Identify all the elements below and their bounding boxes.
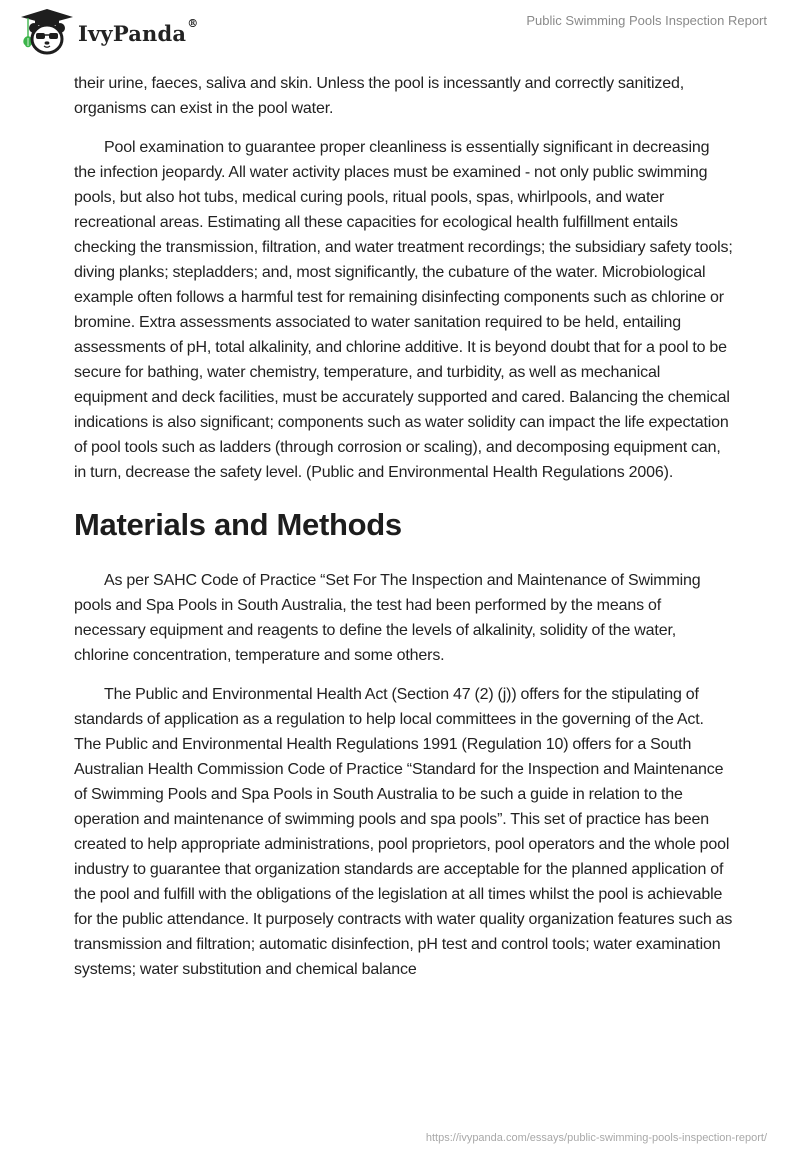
essay-body (74, 71, 734, 996)
source-url-link[interactable]: https://ivypanda.com/essays/public-swimming-pools-inspection-report/ (425, 1132, 767, 1144)
paragraph-health-act: The Public and Environmental Health Act (Section 47 (2) (j)) offers for the stipulating of standards of application as a regulation to help local committees in the governing of the Act. The Public and Environmental Health Regulations 1991 (Regulation 10) offers for a South Australian Health Commission Code of Practice “Standard for the Inspection and Maintenance of Swimming Pools and Spa Pools in South Australia to be such a guide in relation to the operation and maintenance of swimming pools and spa pools”. This set of practice has been created to help appropriate administrations, pool proprietors, pool operators and the whole pool industry to guarantee that organization standards are acceptable for the planned application of the pool and fulfill with the obligations of the legislation at all times whilst the pool is achievable for the public attendance. It purposely contracts with water quality organization features such as transmission and filtration; automatic disinfection, pH test and control tools; water examination systems; water substitution and chemical balance (74, 686, 733, 978)
registered-mark: ® (187, 16, 199, 30)
ivypanda-logo[interactable] (18, 7, 198, 55)
panda-graduate-icon (18, 7, 76, 55)
page-header (0, 0, 800, 60)
paragraph-pool-examination: Pool examination to guarantee proper cleanliness is essentially significant in decreasing the infection jeopardy. All water activity places must be examined - not only public swimming pools, but also hot tubs, medical curing pools, ritual pools, spas, whirlpools, and water recreational areas. Estimating all these capacities for ecological health fulfillment entails checking the transmission, filtration, and water treatment recordings; the subsidiary safety tools; diving planks; stepladders; and, most significantly, the cubature of the water. Microbiological example often follows a harmful test for remaining disinfecting components such as chlorine or bromine. Extra assessments associated to water sanitation required to be held, entailing assessments of pH, total alkalinity, and chlorine additive. It is beyond doubt that for a pool to be secure for bathing, water chemistry, temperature, and turbidity, as well as mechanical equipment and deck facilities, must be accurately supported and cared. Balancing the chemical indications is also significant; components such as water solidity can impact the life expectation of pool tools such as ladders (through corrosion or scaling), and decomposing equipment can, in turn, decrease the safety level. (Public and Environmental Health Regulations 2006). (74, 139, 733, 481)
section-heading-materials-methods: Materials and Methods (74, 507, 402, 542)
paragraph-continuation: their urine, faeces, saliva and skin. Unless the pool is incessantly and correctly sanitized, organisms can exist in the pool water. (74, 75, 685, 117)
brand-name: IvyPanda® (78, 16, 199, 46)
paragraph-sahc-code: As per SAHC Code of Practice “Set For The Inspection and Maintenance of Swimming pools and Spa Pools in South Australia, the test had been performed by the means of necessary equipment and reagents to define the levels of alkalinity, solidity of the water, chlorine concentration, temperature and some others. (74, 572, 701, 664)
document-title: Public Swimming Pools Inspection Report (526, 13, 767, 28)
